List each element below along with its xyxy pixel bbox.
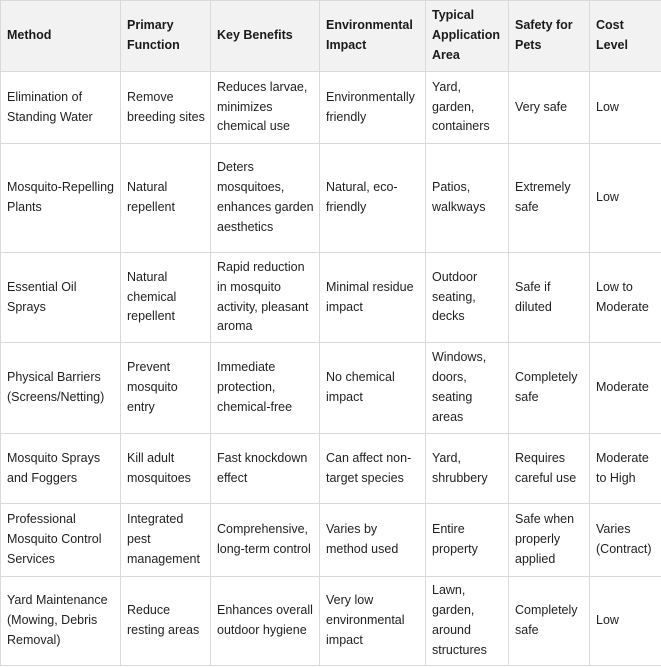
cell-application-area: Windows, doors, seating areas xyxy=(426,343,509,434)
cell-key-benefits: Enhances overall outdoor hygiene xyxy=(211,577,320,666)
cell-environmental-impact: Varies by method used xyxy=(320,504,426,577)
table-row xyxy=(1,343,661,434)
cell-environmental-impact: Can affect non-target species xyxy=(320,434,426,504)
cell-key-benefits: Reduces larvae, minimizes chemical use xyxy=(211,72,320,144)
cell-pet-safety: Requires careful use xyxy=(509,434,590,504)
cell-application-area: Entire property xyxy=(426,504,509,577)
cell-method: Essential Oil Sprays xyxy=(1,253,121,343)
cell-cost-level: Moderate xyxy=(590,343,661,434)
header-method: Method xyxy=(1,1,121,72)
cell-key-benefits: Immediate protection, chemical-free xyxy=(211,343,320,434)
cell-environmental-impact: No chemical impact xyxy=(320,343,426,434)
header-key-benefits: Key Benefits xyxy=(211,1,320,72)
cell-primary-function: Natural chemical repellent xyxy=(121,253,211,343)
header-pet-safety: Safety for Pets xyxy=(509,1,590,72)
cell-primary-function: Natural repellent xyxy=(121,144,211,253)
header-row xyxy=(1,1,661,72)
cell-method: Mosquito-Repelling Plants xyxy=(1,144,121,253)
table-body xyxy=(1,72,661,666)
cell-method: Mosquito Sprays and Foggers xyxy=(1,434,121,504)
cell-application-area: Yard, garden, containers xyxy=(426,72,509,144)
cell-primary-function: Prevent mosquito entry xyxy=(121,343,211,434)
cell-primary-function: Reduce resting areas xyxy=(121,577,211,666)
cell-application-area: Yard, shrubbery xyxy=(426,434,509,504)
cell-pet-safety: Safe when properly applied xyxy=(509,504,590,577)
cell-pet-safety: Extremely safe xyxy=(509,144,590,253)
cell-primary-function: Integrated pest management xyxy=(121,504,211,577)
cell-pet-safety: Safe if diluted xyxy=(509,253,590,343)
cell-pet-safety: Completely safe xyxy=(509,577,590,666)
cell-key-benefits: Deters mosquitoes, enhances garden aesthetics xyxy=(211,144,320,253)
cell-method: Professional Mosquito Control Services xyxy=(1,504,121,577)
cell-method: Physical Barriers (Screens/Netting) xyxy=(1,343,121,434)
table-row xyxy=(1,253,661,343)
table-row xyxy=(1,434,661,504)
header-environmental-impact: Environmental Impact xyxy=(320,1,426,72)
table-row xyxy=(1,504,661,577)
cell-key-benefits: Rapid reduction in mosquito activity, pleasant aroma xyxy=(211,253,320,343)
cell-cost-level: Varies (Contract) xyxy=(590,504,661,577)
cell-primary-function: Remove breeding sites xyxy=(121,72,211,144)
cell-pet-safety: Very safe xyxy=(509,72,590,144)
cell-cost-level: Low xyxy=(590,144,661,253)
cell-method: Yard Maintenance (Mowing, Debris Removal) xyxy=(1,577,121,666)
cell-key-benefits: Fast knockdown effect xyxy=(211,434,320,504)
cell-environmental-impact: Very low environmental impact xyxy=(320,577,426,666)
cell-cost-level: Moderate to High xyxy=(590,434,661,504)
header-primary-function: Primary Function xyxy=(121,1,211,72)
header-cost-level: Cost Level xyxy=(590,1,661,72)
header-application-area: Typical Application Area xyxy=(426,1,509,72)
cell-environmental-impact: Minimal residue impact xyxy=(320,253,426,343)
cell-pet-safety: Completely safe xyxy=(509,343,590,434)
cell-primary-function: Kill adult mosquitoes xyxy=(121,434,211,504)
cell-environmental-impact: Natural, eco-friendly xyxy=(320,144,426,253)
cell-cost-level: Low xyxy=(590,577,661,666)
cell-cost-level: Low xyxy=(590,72,661,144)
cell-application-area: Outdoor seating, decks xyxy=(426,253,509,343)
table-row xyxy=(1,72,661,144)
table-row xyxy=(1,144,661,253)
cell-method: Elimination of Standing Water xyxy=(1,72,121,144)
cell-application-area: Lawn, garden, around structures xyxy=(426,577,509,666)
table-header xyxy=(1,1,661,72)
table-row xyxy=(1,577,661,666)
cell-cost-level: Low to Moderate xyxy=(590,253,661,343)
cell-key-benefits: Comprehensive, long-term control xyxy=(211,504,320,577)
cell-environmental-impact: Environmentally friendly xyxy=(320,72,426,144)
cell-application-area: Patios, walkways xyxy=(426,144,509,253)
